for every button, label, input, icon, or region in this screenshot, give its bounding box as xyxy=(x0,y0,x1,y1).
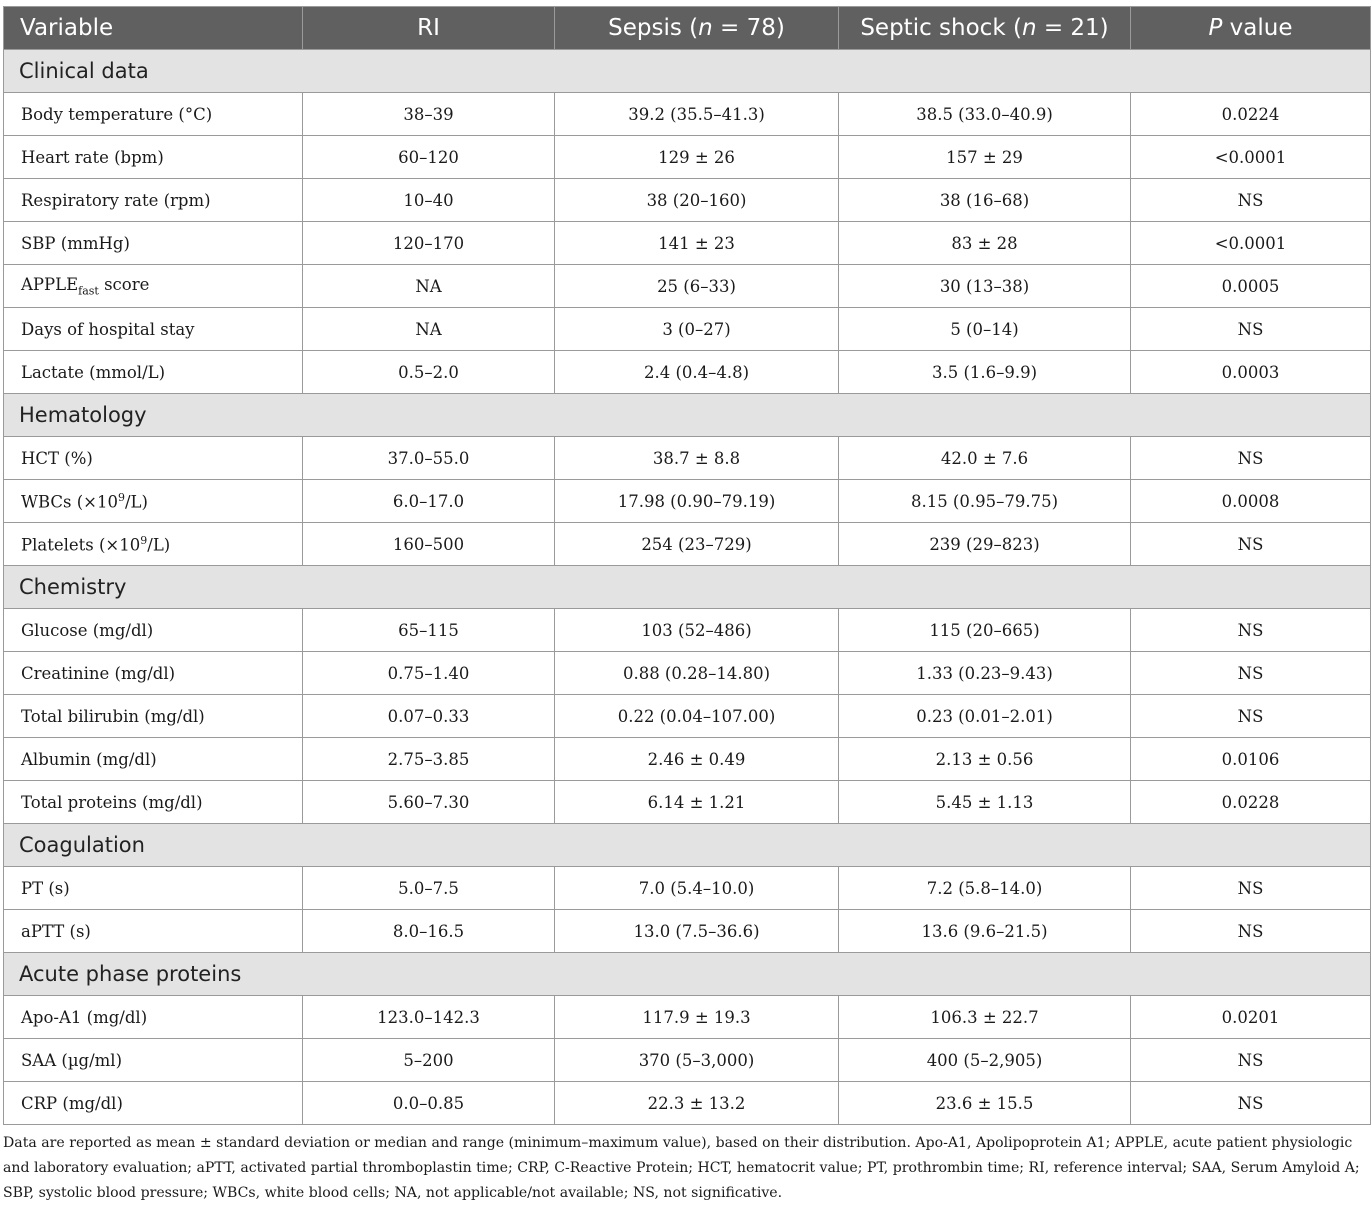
cell-septic-shock: 3.5 (1.6–9.9) xyxy=(839,351,1131,394)
cell-septic-shock: 38 (16–68) xyxy=(839,179,1131,222)
cell-septic-shock: 13.6 (9.6–21.5) xyxy=(839,910,1131,953)
cell-sepsis: 0.22 (0.04–107.00) xyxy=(555,695,839,738)
header-septic-shock: Septic shock (n = 21) xyxy=(839,7,1131,50)
footnote-line: and laboratory evaluation; aPTT, activated partial thromboplastin time; CRP, C-Reactive Protein; HCT, hematocrit value; PT, prothrombin time; RI, reference interval; SAA, Serum Amyloid A; xyxy=(3,1160,1360,1176)
cell-variable: Respiratory rate (rpm) xyxy=(4,179,303,222)
cell-septic-shock: 2.13 ± 0.56 xyxy=(839,738,1131,781)
cell-variable: Glucose (mg/dl) xyxy=(4,609,303,652)
cell-sepsis: 39.2 (35.5–41.3) xyxy=(555,93,839,136)
cell-septic-shock: 0.23 (0.01–2.01) xyxy=(839,695,1131,738)
cell-variable: Lactate (mmol/L) xyxy=(4,351,303,394)
cell-p-value: 0.0224 xyxy=(1131,93,1371,136)
table-row xyxy=(4,652,1371,695)
cell-p-value: NS xyxy=(1131,523,1371,566)
cell-septic-shock: 38.5 (33.0–40.9) xyxy=(839,93,1131,136)
cell-variable: PT (s) xyxy=(4,867,303,910)
cell-septic-shock: 5.45 ± 1.13 xyxy=(839,781,1131,824)
cell-sepsis: 141 ± 23 xyxy=(555,222,839,265)
cell-variable: HCT (%) xyxy=(4,437,303,480)
section-title: Hematology xyxy=(4,394,1371,437)
table-row xyxy=(4,351,1371,394)
table-row xyxy=(4,1082,1371,1125)
cell-ri: 5–200 xyxy=(303,1039,555,1082)
cell-p-value: NS xyxy=(1131,1039,1371,1082)
cell-ri: 5.0–7.5 xyxy=(303,867,555,910)
cell-variable: Days of hospital stay xyxy=(4,308,303,351)
cell-variable: Total bilirubin (mg/dl) xyxy=(4,695,303,738)
table-row xyxy=(4,738,1371,781)
cell-variable: WBCs $(\times 10^9/L)$ xyxy=(4,480,303,523)
cell-septic-shock: 239 (29–823) xyxy=(839,523,1131,566)
section-title: Clinical data xyxy=(4,50,1371,93)
table-footnote xyxy=(3,1131,1372,1206)
cell-ri: 0.0–0.85 xyxy=(303,1082,555,1125)
cell-p-value: <0.0001 xyxy=(1131,136,1371,179)
table-row xyxy=(4,480,1371,523)
cell-sepsis: 117.9 ± 19.3 xyxy=(555,996,839,1039)
cell-sepsis: 38 (20–160) xyxy=(555,179,839,222)
cell-septic-shock: 106.3 ± 22.7 xyxy=(839,996,1131,1039)
cell-ri: 0.07–0.33 xyxy=(303,695,555,738)
cell-variable: Albumin (mg/dl) xyxy=(4,738,303,781)
table-row xyxy=(4,695,1371,738)
table-row xyxy=(4,609,1371,652)
section-row xyxy=(4,953,1371,996)
cell-sepsis: 13.0 (7.5–36.6) xyxy=(555,910,839,953)
cell-p-value: 0.0003 xyxy=(1131,351,1371,394)
header-row xyxy=(4,7,1371,50)
cell-variable: Heart rate (bpm) xyxy=(4,136,303,179)
cell-ri: 60–120 xyxy=(303,136,555,179)
cell-variable: SAA (µg/ml) xyxy=(4,1039,303,1082)
cell-sepsis: 0.88 (0.28–14.80) xyxy=(555,652,839,695)
cell-ri: 6.0–17.0 xyxy=(303,480,555,523)
table-row xyxy=(4,781,1371,824)
cell-ri: 5.60–7.30 xyxy=(303,781,555,824)
footnote-line: Data are reported as mean ± standard deviation or median and range (minimum–maximum value), based on their distribution. Apo-A1, Apolipoprotein A1; APPLE, acute patient physiologic xyxy=(3,1135,1353,1151)
cell-sepsis: 254 (23–729) xyxy=(555,523,839,566)
cell-variable: Total proteins (mg/dl) xyxy=(4,781,303,824)
cell-septic-shock: 7.2 (5.8–14.0) xyxy=(839,867,1131,910)
section-row xyxy=(4,394,1371,437)
cell-ri: 2.75–3.85 xyxy=(303,738,555,781)
table-row xyxy=(4,996,1371,1039)
cell-p-value: <0.0001 xyxy=(1131,222,1371,265)
cell-sepsis: 2.4 (0.4–4.8) xyxy=(555,351,839,394)
cell-variable: Creatinine (mg/dl) xyxy=(4,652,303,695)
cell-p-value: NS xyxy=(1131,1082,1371,1125)
cell-septic-shock: 23.6 ± 15.5 xyxy=(839,1082,1131,1125)
table-body xyxy=(4,50,1371,1125)
section-title: Coagulation xyxy=(4,824,1371,867)
cell-ri: 160–500 xyxy=(303,523,555,566)
cell-variable: SBP (mmHg) xyxy=(4,222,303,265)
cell-septic-shock: 42.0 ± 7.6 xyxy=(839,437,1131,480)
section-row xyxy=(4,50,1371,93)
header-p-value: P value xyxy=(1131,7,1371,50)
cell-ri: 8.0–16.5 xyxy=(303,910,555,953)
table-row xyxy=(4,437,1371,480)
cell-sepsis: 129 ± 26 xyxy=(555,136,839,179)
cell-p-value: NS xyxy=(1131,910,1371,953)
cell-sepsis: 7.0 (5.4–10.0) xyxy=(555,867,839,910)
cell-ri: 37.0–55.0 xyxy=(303,437,555,480)
cell-septic-shock: 1.33 (0.23–9.43) xyxy=(839,652,1131,695)
cell-variable: CRP (mg/dl) xyxy=(4,1082,303,1125)
cell-sepsis: 103 (52–486) xyxy=(555,609,839,652)
cell-sepsis: 25 (6–33) xyxy=(555,265,839,308)
cell-p-value: 0.0228 xyxy=(1131,781,1371,824)
cell-p-value: 0.0008 xyxy=(1131,480,1371,523)
cell-variable: Apo-A1 (mg/dl) xyxy=(4,996,303,1039)
cell-p-value: NS xyxy=(1131,308,1371,351)
cell-ri: 0.75–1.40 xyxy=(303,652,555,695)
section-row xyxy=(4,566,1371,609)
header-sepsis: Sepsis (n = 78) xyxy=(555,7,839,50)
cell-septic-shock: 8.15 (0.95–79.75) xyxy=(839,480,1131,523)
cell-p-value: NS xyxy=(1131,695,1371,738)
cell-p-value: NS xyxy=(1131,437,1371,480)
cell-p-value: 0.0106 xyxy=(1131,738,1371,781)
cell-sepsis: 17.98 (0.90–79.19) xyxy=(555,480,839,523)
table-row xyxy=(4,222,1371,265)
table-row xyxy=(4,910,1371,953)
table-row xyxy=(4,136,1371,179)
header-variable: Variable xyxy=(4,7,303,50)
footnote-line: SBP, systolic blood pressure; WBCs, white blood cells; NA, not applicable/not available; NS, not significative. xyxy=(3,1185,783,1201)
table-row xyxy=(4,308,1371,351)
cell-variable: Body temperature (°C) xyxy=(4,93,303,136)
cell-variable: Platelets $(\times 10^9/L)$ xyxy=(4,523,303,566)
cell-sepsis: 38.7 ± 8.8 xyxy=(555,437,839,480)
cell-septic-shock: 30 (13–38) xyxy=(839,265,1131,308)
cell-sepsis: 22.3 ± 13.2 xyxy=(555,1082,839,1125)
table-row xyxy=(4,1039,1371,1082)
cell-ri: 123.0–142.3 xyxy=(303,996,555,1039)
cell-p-value: 0.0005 xyxy=(1131,265,1371,308)
cell-p-value: NS xyxy=(1131,179,1371,222)
section-row xyxy=(4,824,1371,867)
cell-ri: NA xyxy=(303,265,555,308)
table-row xyxy=(4,265,1371,308)
section-title: Chemistry xyxy=(4,566,1371,609)
cell-septic-shock: 83 ± 28 xyxy=(839,222,1131,265)
cell-p-value: NS xyxy=(1131,867,1371,910)
cell-ri: 65–115 xyxy=(303,609,555,652)
cell-ri: 38–39 xyxy=(303,93,555,136)
cell-ri: 0.5–2.0 xyxy=(303,351,555,394)
section-title: Acute phase proteins xyxy=(4,953,1371,996)
cell-sepsis: 2.46 ± 0.49 xyxy=(555,738,839,781)
header-ri: RI xyxy=(303,7,555,50)
cell-p-value: 0.0201 xyxy=(1131,996,1371,1039)
table-row xyxy=(4,867,1371,910)
cell-p-value: NS xyxy=(1131,652,1371,695)
cell-ri: 120–170 xyxy=(303,222,555,265)
cell-septic-shock: 115 (20–665) xyxy=(839,609,1131,652)
cell-septic-shock: 157 ± 29 xyxy=(839,136,1131,179)
cell-septic-shock: 5 (0–14) xyxy=(839,308,1131,351)
cell-p-value: NS xyxy=(1131,609,1371,652)
cell-variable: $APPLE_{fast}$ score xyxy=(4,265,303,308)
cell-ri: 10–40 xyxy=(303,179,555,222)
table-row xyxy=(4,179,1371,222)
cell-ri: NA xyxy=(303,308,555,351)
cell-septic-shock: 400 (5–2,905) xyxy=(839,1039,1131,1082)
table-row xyxy=(4,523,1371,566)
cell-sepsis: 3 (0–27) xyxy=(555,308,839,351)
cell-sepsis: 370 (5–3,000) xyxy=(555,1039,839,1082)
table-row xyxy=(4,93,1371,136)
cell-sepsis: 6.14 ± 1.21 xyxy=(555,781,839,824)
data-table xyxy=(3,6,1371,1125)
cell-variable: aPTT (s) xyxy=(4,910,303,953)
